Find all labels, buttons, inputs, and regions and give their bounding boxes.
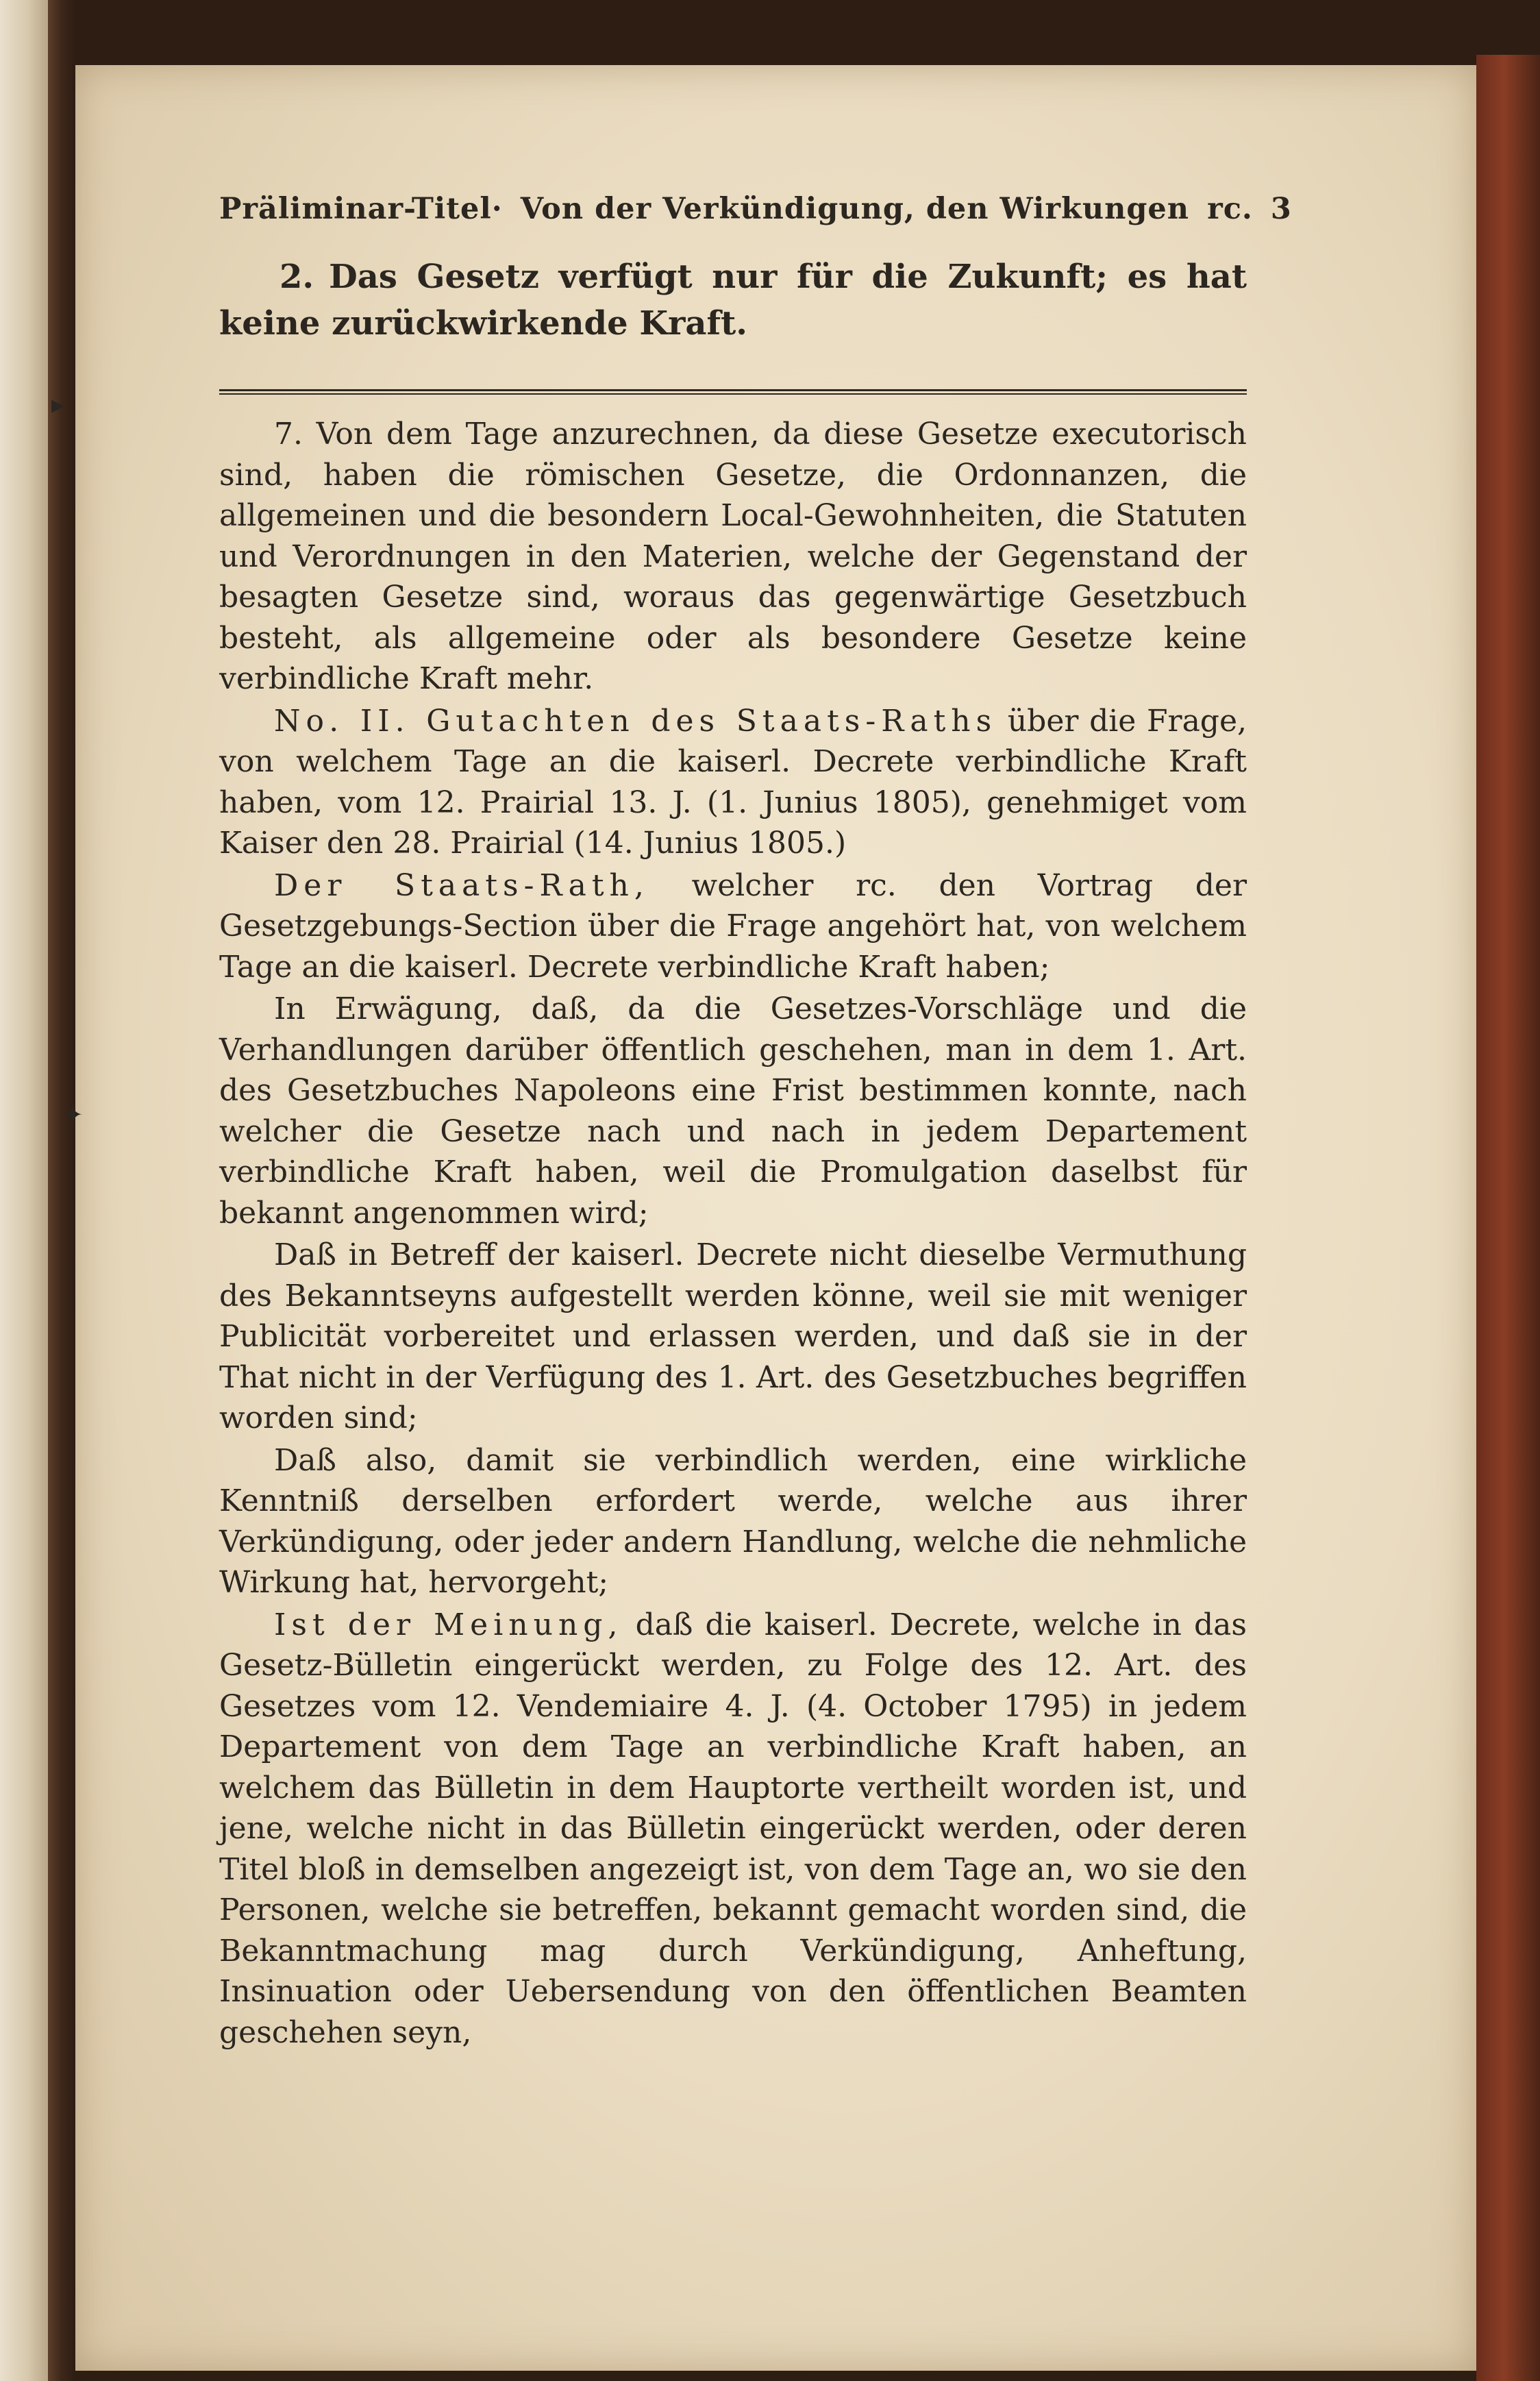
article-2 xyxy=(219,254,1247,347)
paragraph-no-ii xyxy=(219,701,1247,864)
running-header xyxy=(219,192,1292,226)
paragraph-text: 7. Von dem Tage anzurechnen, da diese Gesetze executorisch sind, haben die römischen Gesetze, die Ordonnanzen, die allgemeinen und die besondern Local-Gewohnheiten, die Statuten und Verordnungen in den Materien, welche der Gegenstand der besagten Gesetze sind, woraus das gegenwärtige Gesetzbuch besteht, als allgemeine oder als besondere Gesetze keine verbindliche Kraft mehr. xyxy=(219,417,1247,696)
article-text: Das Gesetz verfügt nur für die Zukunft; es hat keine zurückwirkende Kraft. xyxy=(219,258,1247,343)
header-abbr: rc. xyxy=(1207,192,1253,226)
paragraph-lead: Der Staats-Rath, xyxy=(274,867,649,903)
paragraph-erwaegung xyxy=(219,989,1247,1233)
paragraph-lead: No. II. Gutachten des Staats-Raths xyxy=(274,703,997,739)
paragraph-text: Daß also, damit sie verbindlich werden, eine wirkliche Kenntniß derselben erfordert werde, welche aus ihrer Verkündigung, oder jeder andern Handlung, welche die nehmliche Wirkung hat, hervorgeht; xyxy=(219,1442,1247,1600)
paragraph-text: Daß in Betreff der kaiserl. Decrete nicht dieselbe Vermuthung des Bekanntseyns aufgestellt werden könne, weil sie mit weniger Publicität vorbereitet und erlassen werden, und daß sie in der That nicht in der Verfügung des 1. Art. des Gesetzbuches begriffen worden sind; xyxy=(219,1237,1247,1435)
paragraph-meinung xyxy=(219,1605,1247,2053)
margin-mark: ✦ xyxy=(62,1100,84,1130)
paragraph-text: In Erwägung, daß, da die Gesetzes-Vorschläge und die Verhandlungen darüber öffentlich geschehen, man in dem 1. Art. des Gesetzbuches Napoleons eine Frist bestimmen konnte, nach welcher die Gesetze nach und nach in jedem Departement verbindliche Kraft haben, weil die Promulgation daselbst für bekannt angenommen wird; xyxy=(219,991,1247,1231)
article-number: 2. xyxy=(280,258,314,296)
paragraph-staatsrath xyxy=(219,865,1247,988)
paragraph-lead: Ist der Meinung, xyxy=(274,1607,623,1642)
paragraph-also xyxy=(219,1440,1247,1603)
header-title: Präliminar-Titel· xyxy=(219,192,503,226)
paragraph-betreff xyxy=(219,1235,1247,1439)
paragraph-text: daß die kaiserl. Decrete, welche in das Gesetz-Bülletin eingerückt werden, zu Folge des 12. Art. des Gesetzes vom 12. Vendemiaire 4. J. (4. October 1795) in jedem Departement von dem Tage an verbindliche Kraft haben, an welchem das Bülletin in dem Hauptorte vertheilt worden ist, und jene, welche nicht in das Bülletin eingerückt werden, oder deren Titel bloß in demselben angezeigt ist, von dem Tage an, wo sie den Personen, welche sie betreffen, bekannt gemacht worden sind, die Bekanntmachung mag durch Verkündigung, Anheftung, Insinuation oder Uebersendung von den öffentlichen Beamten geschehen seyn, xyxy=(219,1607,1247,2050)
paragraph-text: welcher rc. den Vortrag der Gesetzgebungs-Section über die Frage angehört hat, von welchem Tage an die kaiserl. Decrete verbindliche Kraft haben; xyxy=(219,867,1247,985)
book-cover-edge xyxy=(1476,55,1540,2381)
paragraph-7 xyxy=(219,414,1247,700)
margin-mark: ▸ xyxy=(51,389,65,419)
paragraph-text: über die Frage, von welchem Tage an die kaiserl. Decrete verbindliche Kraft haben, vom 12. Prairial 13. J. (1. Junius 1805), genehmiget vom Kaiser den 28. Prairial (14. Junius 1805.) xyxy=(219,703,1247,861)
page-text xyxy=(219,192,1292,2053)
page-number: 3 xyxy=(1270,192,1292,226)
header-subtitle: Von der Verkündigung, den Wirkungen xyxy=(520,192,1190,226)
previous-page-edge xyxy=(0,0,48,2381)
section-rule xyxy=(219,389,1247,395)
